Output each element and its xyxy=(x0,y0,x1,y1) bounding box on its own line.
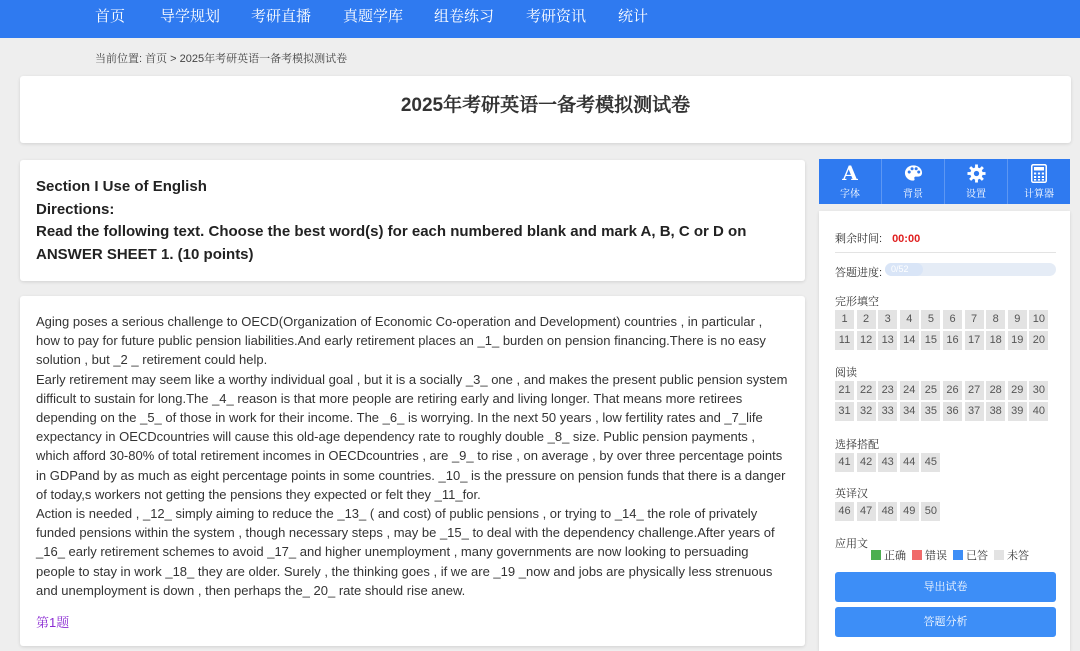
status-legend xyxy=(871,547,1061,563)
question-number-36[interactable]: 36 xyxy=(943,402,962,421)
timer-label: 剩余时间: xyxy=(835,233,883,245)
question-number-2[interactable]: 2 xyxy=(857,310,876,329)
background-button-label: 背景 xyxy=(903,189,923,200)
legend-correct: 正确 xyxy=(871,547,906,563)
question-number-30[interactable]: 30 xyxy=(1029,381,1048,400)
question-number-41[interactable]: 41 xyxy=(835,453,854,472)
question-number-12[interactable]: 12 xyxy=(857,331,876,350)
question-number-35[interactable]: 35 xyxy=(921,402,940,421)
nav-item-home[interactable]: 首页 xyxy=(95,8,126,25)
nav-item-compose-practice[interactable]: 组卷练习 xyxy=(434,8,495,25)
question-grid-cloze xyxy=(835,310,1055,350)
nav-item-study-plan[interactable]: 导学规划 xyxy=(160,8,221,25)
question-number-20[interactable]: 20 xyxy=(1029,331,1048,350)
nav-item-news[interactable]: 考研资讯 xyxy=(526,8,587,25)
question-number-33[interactable]: 33 xyxy=(878,402,897,421)
calculator-icon xyxy=(1031,163,1047,183)
breadcrumb: 当前位置: 首页 > 2025年考研英语一备考模拟测试卷 xyxy=(95,53,348,65)
answer-sidebar xyxy=(819,211,1070,651)
question-number-3[interactable]: 3 xyxy=(878,310,897,329)
question-number-10[interactable]: 10 xyxy=(1029,310,1048,329)
legend-wrong: 错误 xyxy=(912,547,947,563)
question-number-34[interactable]: 34 xyxy=(900,402,919,421)
question-number-47[interactable]: 47 xyxy=(857,502,876,521)
background-button[interactable] xyxy=(882,159,945,204)
question-number-50[interactable]: 50 xyxy=(921,502,940,521)
question-number-19[interactable]: 19 xyxy=(1008,331,1027,350)
section-heading: Section I Use of English xyxy=(36,178,207,195)
tool-bar xyxy=(819,159,1070,204)
calculator-button-label: 计算器 xyxy=(1024,189,1054,200)
question-number-9[interactable]: 9 xyxy=(1008,310,1027,329)
question-number-8[interactable]: 8 xyxy=(986,310,1005,329)
legend-unanswered: 未答 xyxy=(994,547,1029,563)
divider xyxy=(835,252,1056,253)
question-number-22[interactable]: 22 xyxy=(857,381,876,400)
palette-icon xyxy=(904,163,923,183)
legend-swatch-unanswered xyxy=(994,550,1004,560)
question-number-23[interactable]: 23 xyxy=(878,381,897,400)
question-number-44[interactable]: 44 xyxy=(900,453,919,472)
nav-item-statistics[interactable]: 统计 xyxy=(618,8,649,25)
question-number-40[interactable]: 40 xyxy=(1029,402,1048,421)
directions-text: Read the following text. Choose the best word(s) for each numbered blank and mark A, B, C or D on ANSWER SHEET 1. (10 points) xyxy=(36,223,747,263)
question-number-7[interactable]: 7 xyxy=(965,310,984,329)
legend-swatch-correct xyxy=(871,550,881,560)
section-label-matching: 选择搭配 xyxy=(835,439,879,451)
question-number-17[interactable]: 17 xyxy=(965,331,984,350)
top-navbar xyxy=(0,0,1080,38)
question-number-11[interactable]: 11 xyxy=(835,331,854,350)
question-number-26[interactable]: 26 xyxy=(943,381,962,400)
question-number-28[interactable]: 28 xyxy=(986,381,1005,400)
font-button-label: 字体 xyxy=(840,189,860,200)
section-label-translation: 英译汉 xyxy=(835,488,868,500)
question-number-29[interactable]: 29 xyxy=(1008,381,1027,400)
answer-analysis-button[interactable]: 答题分析 xyxy=(835,607,1056,637)
title-card xyxy=(20,76,1071,143)
directions-heading: Directions: xyxy=(36,200,115,218)
question-number-16[interactable]: 16 xyxy=(943,331,962,350)
directions-card xyxy=(20,160,805,281)
font-icon: A xyxy=(842,161,858,185)
section-label-reading: 阅读 xyxy=(835,367,857,379)
settings-button-label: 设置 xyxy=(966,189,986,200)
question-number-13[interactable]: 13 xyxy=(878,331,897,350)
settings-button[interactable] xyxy=(945,159,1008,204)
legend-swatch-wrong xyxy=(912,550,922,560)
passage-paragraph: Aging poses a serious challenge to OECD(Organization of Economic Co-operation and Development) countries , in particular , how to pay for future public pension liabilities.And early retirement places an _1_ burden on pension financing.There is no easy solution , but _2 _ retirement could help. xyxy=(36,314,766,368)
nav-item-live[interactable]: 考研直播 xyxy=(251,8,312,25)
question-number-38[interactable]: 38 xyxy=(986,402,1005,421)
passage-card xyxy=(20,296,805,646)
section-label-cloze: 完形填空 xyxy=(835,296,879,308)
question-number-48[interactable]: 48 xyxy=(878,502,897,521)
question-number-4[interactable]: 4 xyxy=(900,310,919,329)
question-number-37[interactable]: 37 xyxy=(965,402,984,421)
question-grid-translation xyxy=(835,502,1055,521)
question-number-14[interactable]: 14 xyxy=(900,331,919,350)
question-number-27[interactable]: 27 xyxy=(965,381,984,400)
nav-item-question-bank[interactable]: 真题学库 xyxy=(343,8,404,25)
timer-value: 00:00 xyxy=(892,233,921,245)
question-number-18[interactable]: 18 xyxy=(986,331,1005,350)
question-number-24[interactable]: 24 xyxy=(900,381,919,400)
question-number-1[interactable]: 1 xyxy=(835,310,854,329)
question-number-39[interactable]: 39 xyxy=(1008,402,1027,421)
calculator-button[interactable] xyxy=(1008,159,1070,204)
question-number-21[interactable]: 21 xyxy=(835,381,854,400)
question-number-25[interactable]: 25 xyxy=(921,381,940,400)
section-label-writing: 应用文 xyxy=(835,538,868,550)
gear-icon xyxy=(967,163,986,183)
question-number-31[interactable]: 31 xyxy=(835,402,854,421)
question-number-43[interactable]: 43 xyxy=(878,453,897,472)
passage-paragraph: Action is needed , _12_ simply aiming to reduce the _13_ ( and cost) of public pensions , or trying to _14_ the role of privately funded pensions within the system , though necessary steps , may be _15_ to deal with the dependency challenge.After years of _16_ early retirement schemes to avoid _17_ and higher unemployment , many governments are now looking to persuading people to stay in work _18_ they are older. Surely , the thinking goes , if we are _19 _now and jobs are physically less strenuous and unemployment is down , then perhaps the_ 20_ rate should rise anew. xyxy=(36,506,775,598)
question-number-15[interactable]: 15 xyxy=(921,331,940,350)
question-number-45[interactable]: 45 xyxy=(921,453,940,472)
question-number-32[interactable]: 32 xyxy=(857,402,876,421)
page-title: 2025年考研英语一备考模拟测试卷 xyxy=(400,95,691,116)
question-number-46[interactable]: 46 xyxy=(835,502,854,521)
passage-paragraph: Early retirement may seem like a worthy individual goal , but it is a socially _3_ one , and makes the present public pension system difficult to sustain for long.The _4_ reason is that more people are retiring early and living longer. That means more retirees depending on the _5_ of those in work for their income. The _6_ is worrying. In the next 50 years , low fertility rates and _7_life expectancy in OECDcountries will cause this old-age dependency rate to roughly double _8_ size. Public pension payments , which afford 30-80% of total retirement incomes in OECDcountries , are _9_ to rise , on average , by over three percentage points in GDPand by as much as eight percentage points in some countries. _10_ is the pressure on pension funds that there is a danger of today,s workers not getting the pensions they expected or felt they _11_for. xyxy=(36,371,788,502)
question-1-link[interactable]: 第1题 xyxy=(36,615,70,631)
progress-label: 答题进度: xyxy=(835,267,883,279)
font-button[interactable] xyxy=(819,159,882,204)
question-grid-reading xyxy=(835,381,1055,421)
question-number-49[interactable]: 49 xyxy=(900,502,919,521)
question-number-6[interactable]: 6 xyxy=(943,310,962,329)
legend-answered: 已答 xyxy=(953,547,988,563)
timer xyxy=(835,230,920,246)
question-number-42[interactable]: 42 xyxy=(857,453,876,472)
export-exam-button[interactable]: 导出试卷 xyxy=(835,572,1056,602)
question-grid-matching xyxy=(835,453,1055,472)
question-number-5[interactable]: 5 xyxy=(921,310,940,329)
progress-value: 0/52 xyxy=(891,264,909,274)
legend-swatch-answered xyxy=(953,550,963,560)
